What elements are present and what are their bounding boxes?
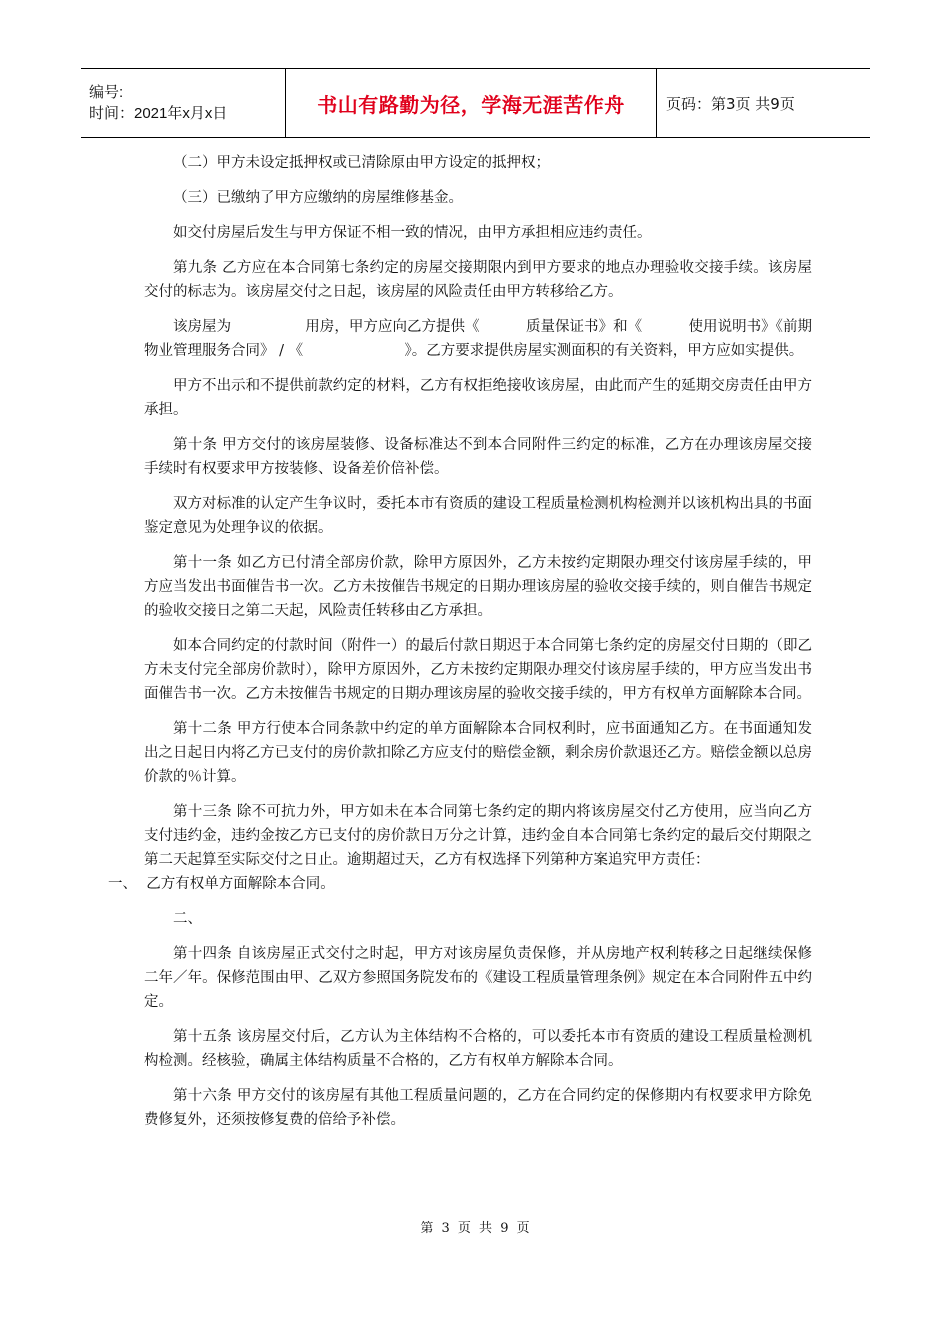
article-14: 第十四条 自该房屋正式交付之时起，甲方对该房屋负责保修，并从房地产权利转移之日起继续保修二年／年。保修范围由甲、乙双方参照国务院发布的《建设工程质量管理条例》规定在本合同附件五中约定。 bbox=[144, 946, 812, 1010]
article-16: 第十六条 甲方交付的该房屋有其他工程质量问题的，乙方在合同约定的保修期内有权要求甲方除免费修复外，还须按修复费的倍给予补偿。 bbox=[144, 1088, 812, 1128]
document-date: 时间：2021年x月x日 bbox=[89, 105, 228, 122]
option-one: 一、 乙方有权单方面解除本合同。 bbox=[108, 876, 335, 892]
paragraph: （二）甲方未设定抵押权或已清除原由甲方设定的抵押权； bbox=[173, 155, 550, 171]
document-header bbox=[81, 68, 870, 138]
article-10: 第十条 甲方交付的该房屋装修、设备标准达不到本合同附件三约定的标准，乙方在办理该房屋交接手续时有权要求甲方按装修、设备差价倍补偿。 bbox=[144, 437, 812, 477]
article-11: 第十一条 如乙方已付清全部房价款，除甲方原因外，乙方未按约定期限办理交付该房屋手续的，甲方应当发出书面催告书一次。乙方未按催告书规定的日期办理该房屋的验收交接手续的，则自催告书规定的验收交接日之第二天起，风险责任转移由乙方承担。 bbox=[144, 555, 812, 619]
header-motto: 书山有路勤为径，学海无涯苦作舟 bbox=[285, 69, 657, 137]
option-two: 二、 bbox=[173, 911, 202, 927]
paragraph: 如交付房屋后发生与甲方保证不相一致的情况，由甲方承担相应违约责任。 bbox=[173, 225, 652, 241]
paragraph: （三）已缴纳了甲方应缴纳的房屋维修基金。 bbox=[173, 190, 463, 206]
header-page-info: 页码：第3页 共9页 bbox=[666, 94, 795, 113]
article-13: 第十三条 除不可抗力外，甲方如未在本合同第七条约定的期内将该房屋交付乙方使用，应当向乙方支付违约金，违约金按乙方已支付的房价款日万分之计算，违约金自本合同第七条约定的最后交付期限之第二天起算至实际交付之日止。逾期超过天，乙方有权选择下列第种方案追究甲方责任： bbox=[144, 804, 812, 868]
article-9: 第九条 乙方应在本合同第七条约定的房屋交接期限内到甲方要求的地点办理验收交接手续。该房屋交付的标志为。该房屋交付之日起，该房屋的风险责任由甲方转移给乙方。 bbox=[144, 260, 812, 300]
article-15: 第十五条 该房屋交付后，乙方认为主体结构不合格的，可以委托本市有资质的建设工程质量检测机构检测。经核验，确属主体结构质量不合格的，乙方有权单方解除本合同。 bbox=[144, 1029, 812, 1069]
paragraph: 该房屋为 用房，甲方应向乙方提供《 质量保证书》和《 使用说明书》《前期物业管理服务合同》 / 《 》。乙方要求提供房屋实测面积的有关资料，甲方应如实提供。 bbox=[144, 319, 812, 359]
header-meta bbox=[81, 69, 285, 137]
paragraph: 双方对标准的认定产生争议时，委托本市有资质的建设工程质量检测机构检测并以该机构出具的书面鉴定意见为处理争议的依据。 bbox=[144, 496, 812, 536]
paragraph: 如本合同约定的付款时间（附件一）的最后付款日期迟于本合同第七条约定的房屋交付日期的（即乙方未支付完全部房价款时），除甲方原因外，乙方未按约定期限办理交付该房屋手续的，甲方应当发出书面催告书一次。乙方未按催告书规定的日期办理该房屋的验收交接手续的，甲方有权单方面解除本合同。 bbox=[144, 638, 812, 702]
contract-body bbox=[108, 151, 812, 1143]
document-number-label: 编号: bbox=[89, 84, 124, 101]
paragraph: 甲方不出示和不提供前款约定的材料，乙方有权拒绝接收该房屋，由此而产生的延期交房责任由甲方承担。 bbox=[144, 378, 812, 418]
page-footer: 第 3 页 共 9 页 bbox=[420, 1221, 530, 1236]
article-12: 第十二条 甲方行使本合同条款中约定的单方面解除本合同权利时，应书面通知乙方。在书面通知发出之日起日内将乙方已支付的房价款扣除乙方应支付的赔偿金额，剩余房价款退还乙方。赔偿金额以总房价款的％计算。 bbox=[144, 721, 812, 785]
